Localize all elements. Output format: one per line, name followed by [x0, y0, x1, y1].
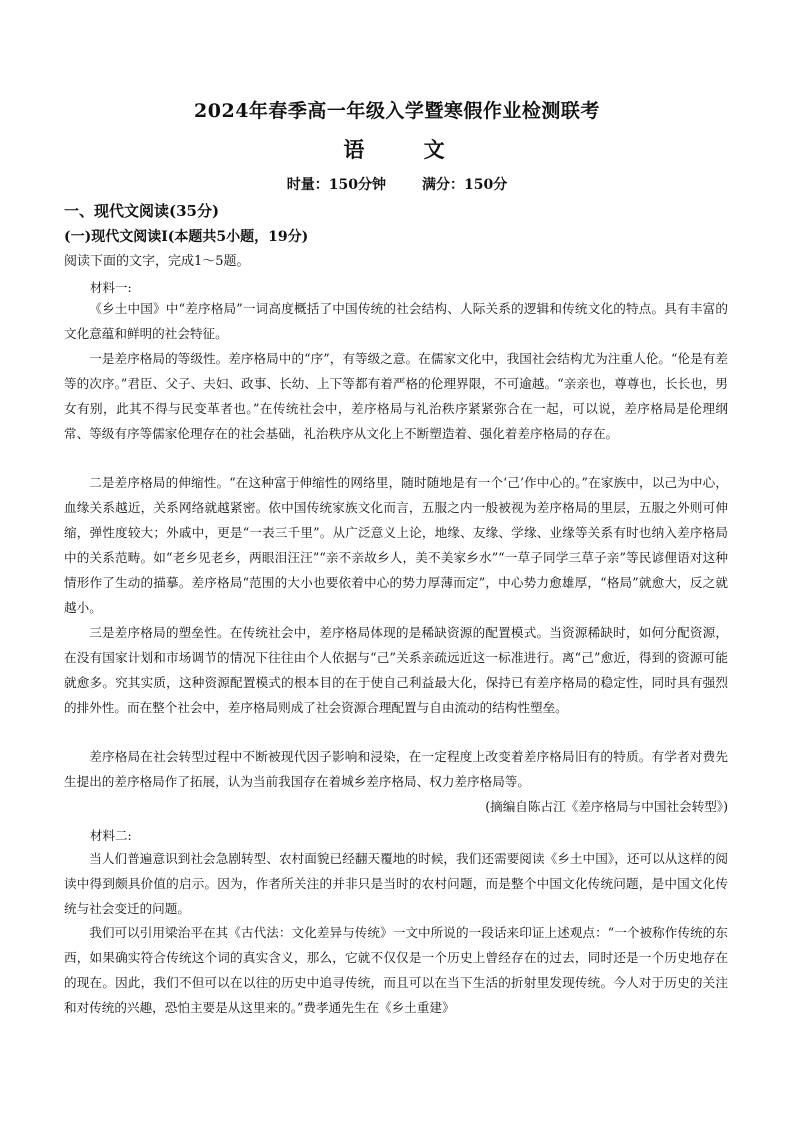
- material-two-label: 材料二:: [90, 828, 132, 843]
- material-one-label: 材料一:: [90, 280, 132, 295]
- section-heading: 一、现代文阅读(35分): [64, 202, 220, 220]
- exam-meta: [0, 174, 794, 194]
- subject-title: 语 文: [343, 137, 471, 162]
- material-one-paragraph: 二是差序格局的伸缩性。“在这种富于伸缩性的网络里，随时随地是有一个‘己’作中心的。”在家族中，以己为中心，血缘关系越近，关系网络就越紧密。依中国传统家族文化而言，五服之内一般被视为差序格局的里层，五服之外则可伸缩，弹性度较大；外戚中，更是“一表三千里”。从广泛意义上论，地缘、友缘、学缘、业缘等关系有时也纳入差序格局中的关系范畴。如“老乡见老乡，两眼泪汪汪”“亲不亲故乡人，美不美家乡水”“一草子同学三草子亲”等民谚俚语对这种情形作了生动的描摹。差序格局“范围的大小也要依着中心的势力厚薄而定”，中心势力愈雄厚，“格局”就愈大，反之就越小。: [64, 475, 728, 615]
- material-one-paragraph: 一是差序格局的等级性。差序格局中的“序”，有等级之意。在儒家文化中，我国社会结构尤为注重人伦。“伦是有差等的次序。”君臣、父子、夫妇、政事、长幼、上下等都有着严格的伦理界限，不可逾越。“亲亲也，尊尊也，长长也，男女有别，此其不得与民变革者也。”在传统社会中，差序格局与礼治秩序紧紧弥合在一起，可以说，差序格局是伦理纲常、等级有序等儒家伦理存在的社会基础，礼治秩序从文化上不断塑造着、强化着差序格局的存在。: [64, 351, 728, 441]
- material-one-source: (摘编自陈占江《差序格局与中国社会转型》): [485, 799, 728, 814]
- material-one-paragraph: 差序格局在社会转型过程中不断被现代因子影响和浸染，在一定程度上改变着差序格局旧有的特质。有学者对费先生提出的差序格局作了拓展，认为当前我国存在着城乡差序格局、权力差序格局等。: [64, 749, 728, 789]
- reading-instruction: 阅读下面的文字，完成1～5题。: [64, 254, 250, 269]
- score-label: 满分：150分: [422, 177, 508, 193]
- subsection-heading: (一)现代文阅读Ⅰ(本题共5小题，19分): [64, 229, 309, 245]
- material-one-paragraph: 三是差序格局的塑垒性。在传统社会中，差序格局体现的是稀缺资源的配置模式。当资源稀缺时，如何分配资源，在没有国家计划和市场调节的情况下往往由个人依据与“己”关系亲疏远近这一标准进行。离“己”愈近，得到的资源可能就愈多。究其实质，这种资源配置模式的根本目的在于使自己利益最大化，保持已有差序格局的稳定性，同时具有强烈的排外性。而在整个社会中，差序格局则成了社会资源合理配置与自由流动的结构性塑垒。: [64, 625, 728, 715]
- material-two-paragraph: 我们可以引用梁治平在其《古代法：文化差异与传统》一文中所说的一段话来印证上述观点：“一个被称作传统的东西，如果确实符合传统这个词的真实含义，那么，它就不仅仅是一个历史上曾经存在的过去，同时还是一个历史地存在的现在。因此，我们不但可以在以往的历史中追寻传统，而且可以在当下生活的折射里发现传统。今人对于历史的关注和对传统的兴趣，恐怕主要是从这里来的。”费孝通先生在《乡土重建》: [64, 925, 728, 1015]
- time-label: 时量：150分钟: [286, 177, 386, 193]
- material-two-paragraph: 当人们普遍意识到社会急剧转型、农村面貌已经翻天覆地的时候，我们还需要阅读《乡土中国》，还可以从这样的阅读中得到颇具价值的启示。因为，作者所关注的并非只是当时的农村问题，而是整个中国文化传统问题，是中国文化传统与社会变迁的问题。: [64, 851, 728, 916]
- exam-title: 2024年春季高一年级入学暨寒假作业检测联考: [194, 100, 600, 122]
- material-one-paragraph: 《乡土中国》中“差序格局”一词高度概括了中国传统的社会结构、人际关系的逻辑和传统文化的特点。具有丰富的文化意蕴和鲜明的社会特征。: [64, 301, 728, 341]
